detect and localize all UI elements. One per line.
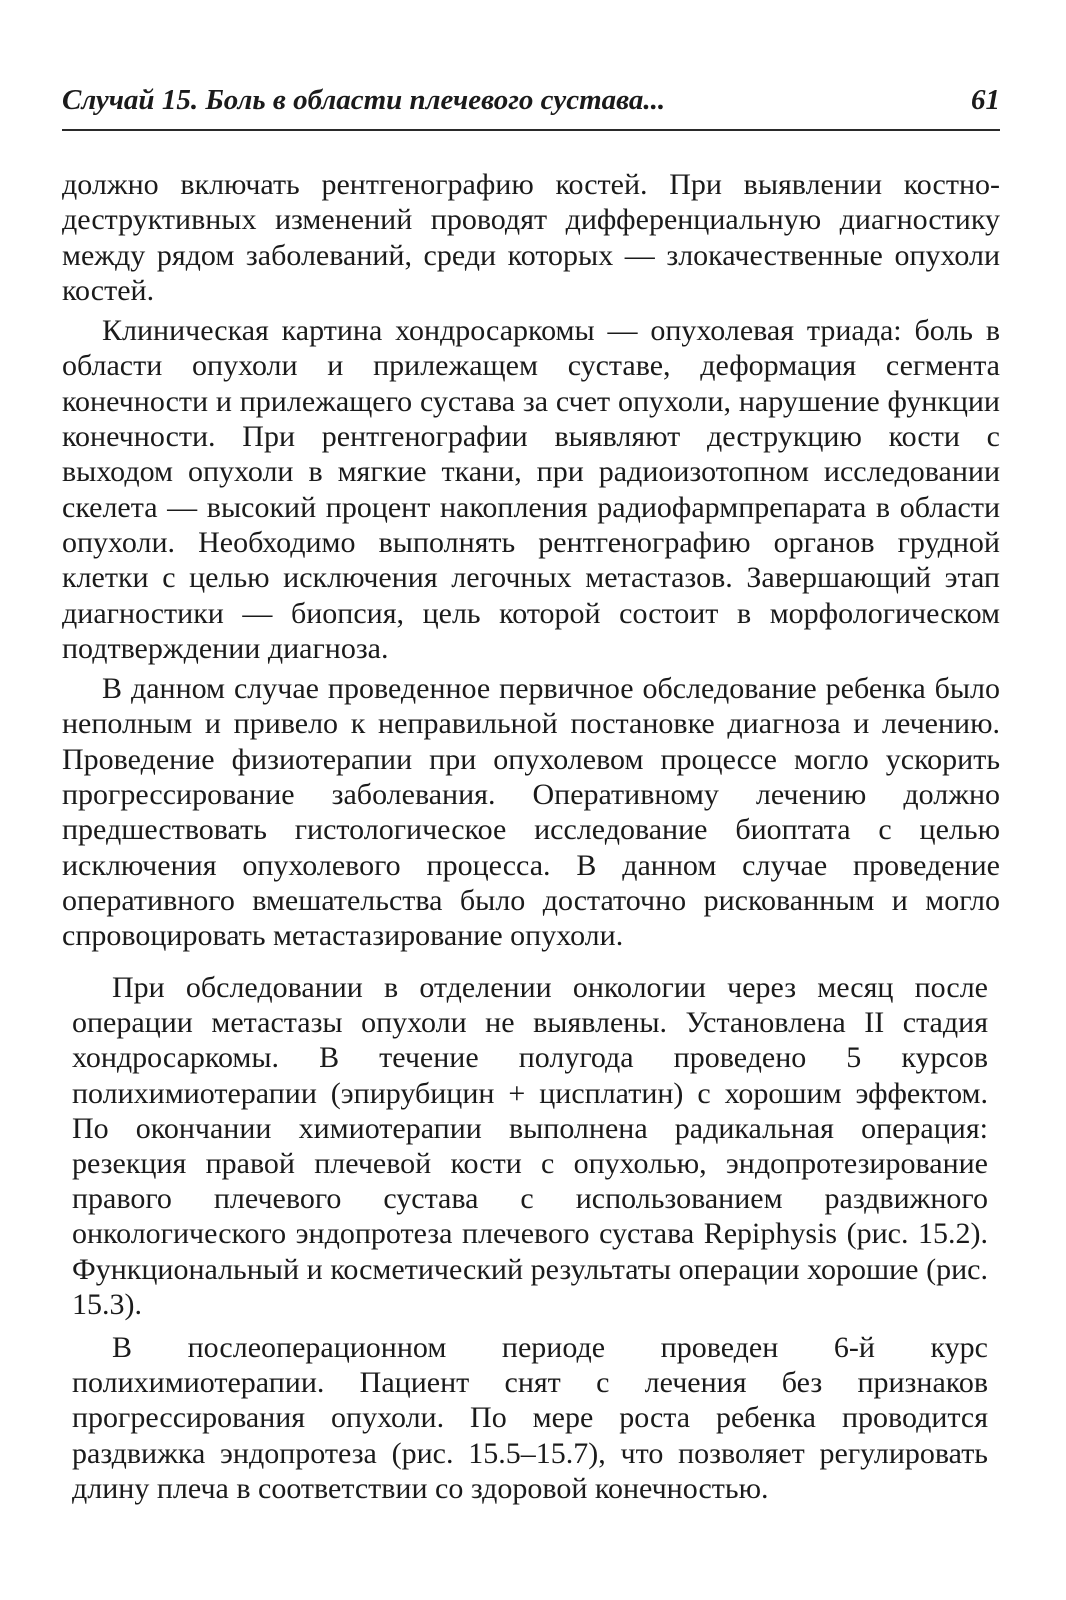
followup-paragraph-2: В послеоперационном периоде проведен 6-й курс полихимиотерапии. Пациент снят с лечения без признаков прогрессирования опухоли. По мере роста ребенка проводится раздвижка эндопротеза (рис. 15.5–15.7), что позволяет регулировать длину плеча в соответствии со здоровой конечностью.	[72, 1331, 988, 1505]
header-rule	[62, 129, 1000, 131]
discussion-paragraph-1: должно включать рентгенографию костей. При выявлении костно-деструктивных изменений проводят дифференциальную диагностику между рядом заболеваний, среди которых — злокачественные опухоли костей.	[62, 168, 1000, 307]
running-header-title: Случай 15. Боль в области плечевого сустава...	[62, 84, 666, 116]
running-header	[62, 80, 1000, 124]
page-number: 61	[971, 84, 1000, 116]
discussion-paragraph-3: В данном случае проведенное первичное обследование ребенка было неполным и привело к неправильной постановке диагноза и лечению. Проведение физиотерапии при опухолевом процессе могло ускорить прогрессирование заболевания. Оперативному лечению должно предшествовать гистологическое исследование биоптата с целью исключения опухолевого процесса. В данном случае проведение оперативного вмешательства было достаточно рискованным и могло спровоцировать метастазирование опухоли.	[62, 672, 1000, 953]
followup-section	[72, 970, 988, 1506]
discussion-paragraph-2: Клиническая картина хондросаркомы — опухолевая триада: боль в области опухоли и прилежащем суставе, деформация сегмента конечности и прилежащего сустава за счет опухоли, нарушение функции конечности. При рентгенографии выявляют деструкцию кости с выходом опухоли в мягкие ткани, при радиоизотопном исследовании скелета — высокий процент накопления радиофармпрепарата в области опухоли. Необходимо выполнять рентгенографию органов грудной клетки с целью исключения легочных метастазов. Завершающий этап диагностики — биопсия, цель которой состоит в морфологическом подтверждении диагноза.	[62, 314, 1000, 665]
followup-paragraph-1: При обследовании в отделении онкологии через месяц после операции метастазы опухоли не выявлены. Установлена II стадия хондросаркомы. В течение полугода проведено 5 курсов полихимиотерапии (эпирубицин + цисплатин) с хорошим эффектом. По окончании химиотерапии выполнена радикальная операция: резекция правой плечевой кости с опухолью, эндопротезирование правого плечевого сустава с использованием раздвижного онкологического эндопротеза плечевого сустава Repiphysis (рис. 15.2). Функциональный и косметический результаты операции хорошие (рис. 15.3).	[72, 971, 988, 1321]
discussion-section	[62, 167, 1000, 954]
